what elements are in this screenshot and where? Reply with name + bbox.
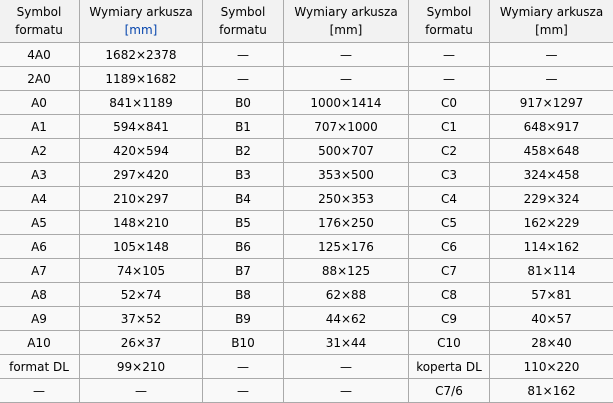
- table-row: [0, 379, 613, 403]
- symbol-cell: —: [203, 355, 284, 379]
- symbol-cell: A7: [0, 259, 80, 283]
- symbol-cell: B5: [203, 211, 284, 235]
- dimensions-cell: 37×52: [80, 307, 203, 331]
- table-row: [0, 139, 613, 163]
- dimensions-cell: 917×1297: [490, 91, 613, 115]
- dimensions-cell: 74×105: [80, 259, 203, 283]
- dimensions-cell: 324×458: [490, 163, 613, 187]
- symbol-cell: —: [203, 67, 284, 91]
- table-row: [0, 259, 613, 283]
- header-label: Wymiary arkusza: [284, 3, 408, 21]
- dimensions-cell: 458×648: [490, 139, 613, 163]
- header-label: Wymiary arkusza: [80, 3, 202, 21]
- symbol-cell: A6: [0, 235, 80, 259]
- table-row: [0, 91, 613, 115]
- dimensions-cell: 57×81: [490, 283, 613, 307]
- dimensions-cell: 1682×2378: [80, 43, 203, 67]
- symbol-cell: A5: [0, 211, 80, 235]
- dimensions-cell: 353×500: [284, 163, 409, 187]
- dimensions-cell: 841×1189: [80, 91, 203, 115]
- symbol-cell: C10: [409, 331, 490, 355]
- dimensions-cell: 81×114: [490, 259, 613, 283]
- dimensions-cell: 28×40: [490, 331, 613, 355]
- symbol-cell: —: [203, 43, 284, 67]
- dimensions-cell: 210×297: [80, 187, 203, 211]
- symbol-cell: —: [203, 379, 284, 403]
- symbol-cell: C8: [409, 283, 490, 307]
- header-label: Wymiary arkusza: [490, 3, 613, 21]
- dimensions-cell: 40×57: [490, 307, 613, 331]
- dimensions-cell: 176×250: [284, 211, 409, 235]
- dimensions-cell: 99×210: [80, 355, 203, 379]
- dimensions-cell: 229×324: [490, 187, 613, 211]
- dimensions-cell: —: [284, 379, 409, 403]
- symbol-cell: C6: [409, 235, 490, 259]
- dimensions-cell: 1000×1414: [284, 91, 409, 115]
- dimensions-cell: 44×62: [284, 307, 409, 331]
- symbol-cell: C1: [409, 115, 490, 139]
- symbol-cell: A8: [0, 283, 80, 307]
- symbol-cell: C5: [409, 211, 490, 235]
- symbol-cell: C7: [409, 259, 490, 283]
- dimensions-cell: 31×44: [284, 331, 409, 355]
- table-row: [0, 43, 613, 67]
- table-row: [0, 211, 613, 235]
- symbol-cell: 2A0: [0, 67, 80, 91]
- header-label: Symbol: [203, 3, 283, 21]
- symbol-cell: B3: [203, 163, 284, 187]
- dimensions-cell: 1189×1682: [80, 67, 203, 91]
- table-row: [0, 115, 613, 139]
- dimensions-cell: 88×125: [284, 259, 409, 283]
- header-sublabel: formatu: [0, 21, 79, 39]
- dimensions-cell: 110×220: [490, 355, 613, 379]
- table-body: [0, 43, 613, 403]
- symbol-cell: A4: [0, 187, 80, 211]
- symbol-cell: B4: [203, 187, 284, 211]
- symbol-cell: C0: [409, 91, 490, 115]
- dimensions-cell: 162×229: [490, 211, 613, 235]
- symbol-cell: B7: [203, 259, 284, 283]
- dimensions-cell: 81×162: [490, 379, 613, 403]
- symbol-cell: —: [409, 43, 490, 67]
- dimensions-cell: —: [80, 379, 203, 403]
- header-symbol-col-1: [0, 0, 80, 43]
- dimensions-cell: —: [490, 43, 613, 67]
- symbol-cell: A1: [0, 115, 80, 139]
- symbol-cell: C9: [409, 307, 490, 331]
- dimensions-cell: —: [284, 355, 409, 379]
- header-sublabel: [mm]: [490, 21, 613, 39]
- symbol-cell: B0: [203, 91, 284, 115]
- dimensions-cell: 420×594: [80, 139, 203, 163]
- dimensions-cell: 707×1000: [284, 115, 409, 139]
- symbol-cell: 4A0: [0, 43, 80, 67]
- symbol-cell: A3: [0, 163, 80, 187]
- dimensions-cell: 26×37: [80, 331, 203, 355]
- header-dimensions-col-2: [284, 0, 409, 43]
- dimensions-cell: 594×841: [80, 115, 203, 139]
- dimensions-cell: 105×148: [80, 235, 203, 259]
- symbol-cell: —: [0, 379, 80, 403]
- table-row: [0, 235, 613, 259]
- symbol-cell: C4: [409, 187, 490, 211]
- symbol-cell: C3: [409, 163, 490, 187]
- dimensions-cell: 125×176: [284, 235, 409, 259]
- symbol-cell: B8: [203, 283, 284, 307]
- symbol-cell: C7/6: [409, 379, 490, 403]
- table-row: [0, 331, 613, 355]
- header-dimensions-col-1: [80, 0, 203, 43]
- symbol-cell: B6: [203, 235, 284, 259]
- dimensions-cell: 52×74: [80, 283, 203, 307]
- symbol-cell: A10: [0, 331, 80, 355]
- table-row: [0, 163, 613, 187]
- dimensions-cell: 250×353: [284, 187, 409, 211]
- symbol-cell: B1: [203, 115, 284, 139]
- dimensions-cell: 114×162: [490, 235, 613, 259]
- header-dimensions-col-3: [490, 0, 613, 43]
- header-sublabel: formatu: [203, 21, 283, 39]
- dimensions-cell: —: [490, 67, 613, 91]
- symbol-cell: B2: [203, 139, 284, 163]
- symbol-cell: A9: [0, 307, 80, 331]
- table-row: [0, 355, 613, 379]
- header-label: Symbol: [0, 3, 79, 21]
- table-row: [0, 187, 613, 211]
- dimensions-cell: 500×707: [284, 139, 409, 163]
- table-header-row: [0, 0, 613, 43]
- symbol-cell: A0: [0, 91, 80, 115]
- header-sublabel: [mm]: [284, 21, 408, 39]
- header-label: Symbol: [409, 3, 489, 21]
- dimensions-cell: 62×88: [284, 283, 409, 307]
- table-row: [0, 283, 613, 307]
- header-symbol-col-2: [203, 0, 284, 43]
- unit-mm-link[interactable]: [mm]: [80, 21, 202, 39]
- dimensions-cell: —: [284, 67, 409, 91]
- table-row: [0, 67, 613, 91]
- symbol-cell: —: [409, 67, 490, 91]
- header-symbol-col-3: [409, 0, 490, 43]
- symbol-cell: koperta DL: [409, 355, 490, 379]
- dimensions-cell: 297×420: [80, 163, 203, 187]
- symbol-cell: A2: [0, 139, 80, 163]
- dimensions-cell: —: [284, 43, 409, 67]
- symbol-cell: format DL: [0, 355, 80, 379]
- header-sublabel: formatu: [409, 21, 489, 39]
- table-row: [0, 307, 613, 331]
- dimensions-cell: 148×210: [80, 211, 203, 235]
- symbol-cell: C2: [409, 139, 490, 163]
- symbol-cell: B10: [203, 331, 284, 355]
- dimensions-cell: 648×917: [490, 115, 613, 139]
- symbol-cell: B9: [203, 307, 284, 331]
